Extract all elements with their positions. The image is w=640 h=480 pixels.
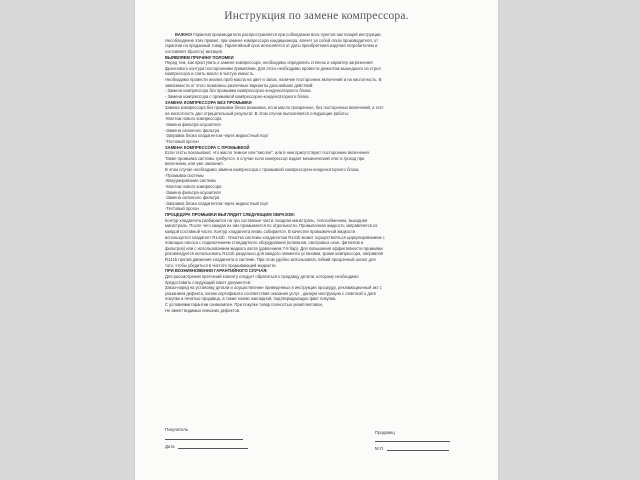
section-line: -Тестовый прогон bbox=[165, 138, 199, 144]
section-line: -Промывка системы bbox=[165, 172, 204, 178]
section-line: -Замена фильтра-осушителя bbox=[165, 189, 221, 195]
section-heading: ВЫЯВЛЯЕМ ПРИЧИНУ ПОЛОМКИ bbox=[165, 54, 234, 60]
intro-line: гарантии на проданный товар. Гарантийный срок исчисляется от даты приобретения изделия потребителем и bbox=[165, 43, 378, 49]
intro-lines bbox=[165, 38, 483, 55]
section-line: -Тестовый прогон bbox=[165, 206, 199, 212]
buyer-date bbox=[165, 444, 248, 449]
section-line: -Замена сапонного фильтра bbox=[165, 195, 220, 201]
section-line: -Монтаж нового компрессора bbox=[165, 116, 222, 122]
section-line: помощью насоса с подключением стандартного оборудования (клапанов, смотровых окон, фитингов и bbox=[165, 240, 364, 246]
section-line: -Монтаж нового компрессора bbox=[165, 183, 222, 189]
date-label: Дата bbox=[165, 444, 175, 449]
document-page bbox=[135, 0, 498, 480]
section-line: используется хладагент R141b . Очистка системы хладагентом R141b может осуществляться циркулированием с bbox=[165, 234, 385, 240]
section-heading: ПРИ ВОЗНИКНОВЕНИИ ГАРАНТИЙНОГО СЛУЧАЯ: bbox=[165, 268, 268, 274]
buyer-signature-line bbox=[165, 435, 243, 440]
date-line bbox=[178, 448, 248, 449]
section-line: Контур хладагента разбирается на три составные части: входная магистраль, теплообменник, выходная bbox=[165, 217, 368, 223]
section-line: С условиями гарантии ознакомлен. При покупке товар полностью укомплектован, bbox=[165, 302, 324, 307]
section-line: Необходимо провести анализ проб масла на цвет и запах, наличие посторонних включений и на кислотность. В bbox=[165, 77, 382, 82]
seller-signature bbox=[375, 430, 395, 435]
stamp-label: М.П. bbox=[375, 446, 385, 451]
seller-label: Продавец bbox=[375, 430, 395, 435]
section-line: магистраль. После чего каждая их них промывается по отдельности. Промывочная жидкость заправляется из bbox=[165, 223, 378, 229]
section-line: Не имеет видимых внешних дефектов. bbox=[165, 307, 241, 313]
intro-line: Несоблюдение этих правил, при замене компрессора кондиционера, влечет за собой отказ производителя, от bbox=[165, 37, 379, 43]
section-heading: ПРОЦЕДУРА ПРОМЫВКИ ВЫГЛЯДИТ СЛЕДУЮЩИМ ОБРАЗОМ: bbox=[165, 212, 295, 217]
important-label: ВАЖНО! bbox=[175, 32, 193, 37]
section-line: -Замена фильтра-осушителя bbox=[165, 122, 221, 127]
buyer-label: Покупатель bbox=[165, 427, 189, 432]
stamp-line bbox=[387, 450, 449, 451]
section-line: Для рассмотрения претензий клиенту следует обратиться к продавцу детали, которому необходимо bbox=[165, 273, 359, 279]
section-line: включении, или уже заклинил. bbox=[165, 161, 224, 167]
section-line: каждой составной части. Контур хладагента вновь собирается. В качестве промывочной жидкости bbox=[165, 228, 356, 234]
document-title: Инструкция по замене компрессора. bbox=[224, 10, 409, 22]
section-line: зависимости от этого возможны различные варианты дальнейших действий: bbox=[165, 82, 314, 88]
section-heading: ЗАМЕНА КОМПРЕССОРА С ПРОМЫВКОЙ bbox=[165, 144, 250, 150]
section-line: Заказ-наряд на установку детали и осуществление приведенных в инструкции процедур, рекламационный акт с bbox=[165, 285, 382, 291]
buyer-line bbox=[165, 439, 243, 440]
section-line: предоставить следующий пакет документов: bbox=[165, 279, 252, 285]
section-line: фреонового контура посторонними примесями. Для этого необходимо провести демонтаж вышедшего из строя bbox=[165, 65, 381, 71]
document-body bbox=[165, 32, 483, 313]
seller-stamp bbox=[375, 446, 449, 451]
section-line: -Вакуумирование системы bbox=[165, 178, 217, 184]
intro-text: Гарантия производителя распространяется при соблюдении всех пунктов настоящей инструкции. bbox=[192, 32, 382, 37]
section-line: Также промывка системы требуется, в случае если компрессор издает механический лязг и гроход при bbox=[165, 155, 365, 161]
section-line: фильтров) или с использованием жидкого азота (давлением 7-8 бар). Для повышения эффективности промывки bbox=[165, 245, 383, 251]
intro-line: составляет 6(шесть) месяцев. bbox=[165, 48, 224, 54]
section-line: покупки и печатью продавца, а также копию накладной, подтверждающую факт покупки. bbox=[165, 296, 337, 302]
section-line: на кислотность дал отрицательный результат. В этом случае выполняются следующие работы: bbox=[165, 110, 349, 116]
section-line: R141b против движения хладагента в системе. При этом удобно использовать гибкий прозрачный шланг для bbox=[165, 257, 376, 262]
section-line: Замена компрессора без промывки блока возможна, если масло прозрачное, без посторонних включений, а тест bbox=[165, 105, 384, 111]
section-line: -Замена сапонного фильтра bbox=[165, 127, 220, 133]
section-heading: ЗАМЕНА КОМПРЕССОРА БЕЗ ПРОМЫВКИ bbox=[165, 99, 252, 105]
section-line: - Замена компрессора с промывкой компрессорно-конденсаторного блока. bbox=[165, 93, 310, 99]
section-line: Перед тем, как приступить к замене компрессора, необходимо определить степень и характер загрязнения bbox=[165, 60, 373, 66]
section-line: - Замена компрессора без промывки компрессорно-конденсаторного блока. bbox=[165, 88, 312, 94]
seller-signature-line bbox=[375, 437, 450, 442]
section-line: компрессора и слить масло в чистую емкость. bbox=[165, 71, 255, 77]
buyer-signature bbox=[165, 427, 188, 432]
seller-line bbox=[375, 441, 450, 442]
document-sections bbox=[165, 55, 483, 314]
section-line: В этом случае необходимо замена компрессора с промывкой компрессорно-конденсаторного блока. bbox=[165, 167, 360, 172]
section-line: -Заправка блока хладагентом через жидкостный порт bbox=[165, 133, 269, 139]
section-line: рекомендуется использовать R141b раздельно для каждого элемента установки, кроме компрессора, направляя bbox=[165, 251, 384, 257]
section-line: Если тесты показывают, что масло темное или "кислое", или в нем присутствуют посторонние включения. bbox=[165, 150, 370, 156]
section-line: того, чтобы убедиться в чистоте промывающей жидкости. bbox=[165, 262, 277, 268]
section-line: указанием дефекта, копию сертификата соответствия оказания услуг , данную инструкцию с отметкой о дате bbox=[165, 290, 377, 296]
section-line: -Заправка блока хладагентом через жидкостный порт bbox=[165, 200, 269, 206]
